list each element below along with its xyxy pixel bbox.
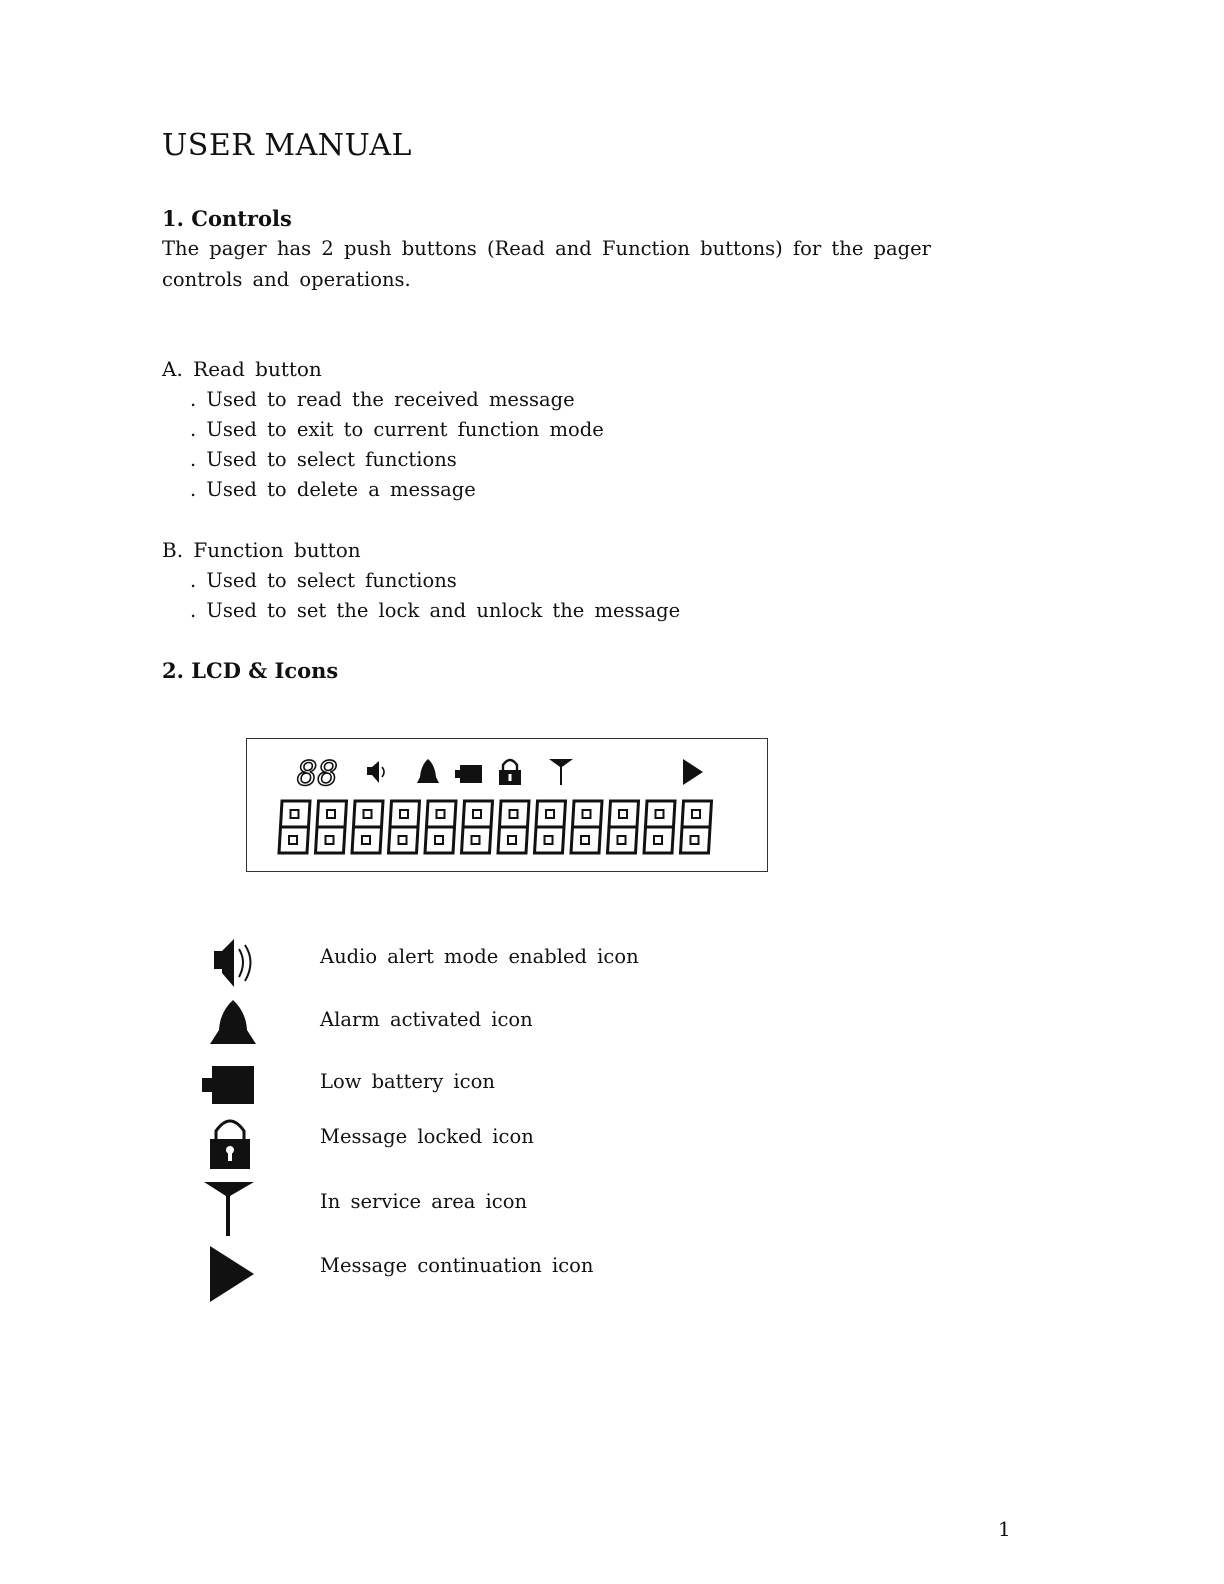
list-item: . Used to select functions	[190, 566, 680, 596]
legend-row-lock	[200, 1115, 800, 1171]
audio-alert-icon	[200, 935, 260, 991]
audio-alert-icon	[367, 761, 384, 783]
lock-icon	[499, 760, 521, 785]
lock-icon	[200, 1115, 260, 1171]
lcd-segment-char	[644, 801, 675, 853]
function-button-label: B. Function button	[162, 538, 361, 562]
list-item: . Used to delete a message	[190, 475, 604, 505]
legend-row-audio	[200, 935, 800, 991]
in-service-icon	[200, 1180, 260, 1236]
list-item: . Used to exit to current function mode	[190, 415, 604, 445]
lcd-segment-char	[681, 801, 712, 853]
in-service-icon	[549, 759, 573, 785]
legend-label: Alarm activated icon	[320, 1008, 533, 1031]
read-button-label: A. Read button	[162, 357, 322, 381]
lcd-segment-char	[389, 801, 420, 853]
alarm-icon	[417, 759, 439, 783]
page-title: USER MANUAL	[162, 128, 412, 163]
continuation-icon	[200, 1244, 260, 1300]
lcd-segment-char	[316, 801, 347, 853]
function-button-list	[190, 566, 680, 626]
list-item: . Used to read the received message	[190, 385, 604, 415]
lcd-segment-char	[352, 801, 383, 853]
legend-label: Message continuation icon	[320, 1254, 594, 1277]
lcd-segment-char	[279, 801, 310, 853]
legend-row-service	[200, 1180, 800, 1236]
lcd-character-grid	[279, 801, 712, 853]
list-item: . Used to set the lock and unlock the message	[190, 596, 680, 626]
lcd-segment-char	[571, 801, 602, 853]
lcd-segment-char	[498, 801, 529, 853]
controls-intro: The pager has 2 push buttons (Read and Function buttons) for the pager controls and operations.	[162, 237, 932, 291]
page-number: 1	[998, 1517, 1011, 1541]
legend-label: In service area icon	[320, 1190, 528, 1213]
low-battery-icon	[455, 765, 482, 783]
read-button-list	[190, 385, 604, 505]
lcd-segment-char	[462, 801, 493, 853]
lcd-segment-char	[608, 801, 639, 853]
low-battery-icon	[200, 1060, 260, 1116]
legend-row-battery	[200, 1060, 800, 1116]
legend-label: Audio alert mode enabled icon	[320, 945, 639, 968]
lcd-status-digits: 88	[297, 754, 338, 794]
list-item: . Used to select functions	[190, 445, 604, 475]
controls-heading: 1. Controls	[162, 206, 292, 231]
legend-row-alarm	[200, 998, 800, 1054]
lcd-display-diagram	[246, 738, 768, 872]
legend-label: Low battery icon	[320, 1070, 495, 1093]
legend-label: Message locked icon	[320, 1125, 534, 1148]
lcd-segment-char	[535, 801, 566, 853]
legend-row-continuation	[200, 1244, 800, 1300]
lcd-segment-char	[425, 801, 456, 853]
lcd-display-svg	[247, 739, 767, 871]
continuation-icon	[683, 759, 703, 785]
alarm-icon	[200, 998, 260, 1054]
lcd-icons-heading: 2. LCD & Icons	[162, 658, 339, 683]
